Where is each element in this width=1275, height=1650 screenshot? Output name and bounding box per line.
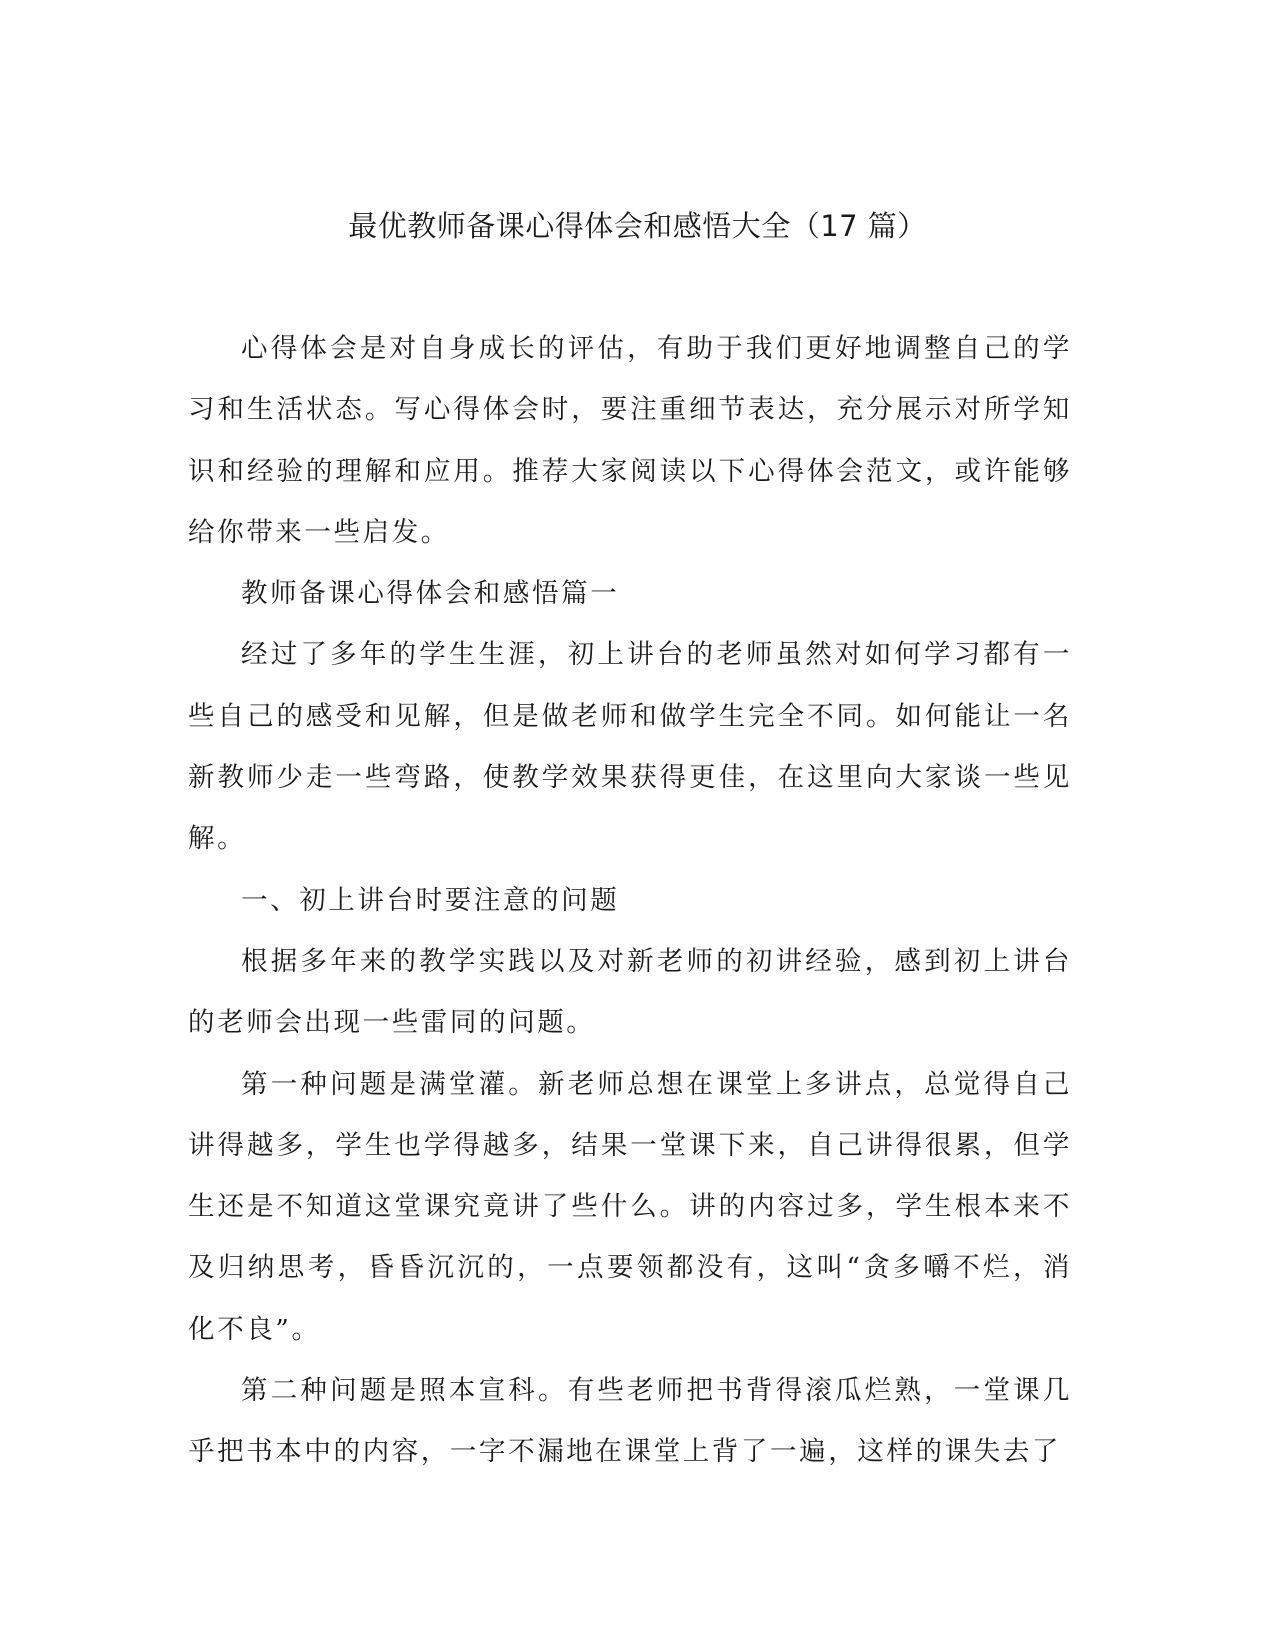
- paragraph: 第一种问题是满堂灌。新老师总想在课堂上多讲点，总觉得自己讲得越多，学生也学得越多，结果一堂课下来，自己讲得很累，但学生还是不知道这堂课究竟讲了些什么。讲的内容过多，学生根本来不及归纳思考，昏昏沉沉的，一点要领都没有，这叫“贪多嚼不烂，消化不良”。: [188, 1068, 1072, 1345]
- section-heading: 教师备课心得体会和感悟篇一: [241, 578, 620, 610]
- document-body: [188, 318, 1072, 1483]
- paragraph: 第二种问题是照本宣科。有些老师把书背得滚瓜烂熟，一堂课几乎把书本中的内容，一字不漏地在课堂上背了一遍，这样的课失去了: [188, 1375, 1072, 1468]
- paragraph: 根据多年来的教学实践以及对新老师的初讲经验，感到初上讲台的老师会出现一些雷同的问题。: [188, 945, 1072, 1039]
- paragraph-intro: 心得体会是对自身成长的评估，有助于我们更好地调整自己的学习和生活状态。写心得体会时，要注重细节表达，充分展示对所学知识和经验的理解和应用。推荐大家阅读以下心得体会范文，或许能够给你带来一些启发。: [188, 333, 1072, 548]
- document-title: 最优教师备课心得体会和感悟大全（17 篇）: [348, 209, 927, 243]
- paragraph: 经过了多年的学生生涯，初上讲台的老师虽然对如何学习都有一些自己的感受和见解，但是做老师和做学生完全不同。如何能让一名新教师少走一些弯路，使教学效果获得更佳，在这里向大家谈一些见解。: [188, 639, 1072, 855]
- subsection-heading: 一、初上讲台时要注意的问题: [241, 884, 620, 916]
